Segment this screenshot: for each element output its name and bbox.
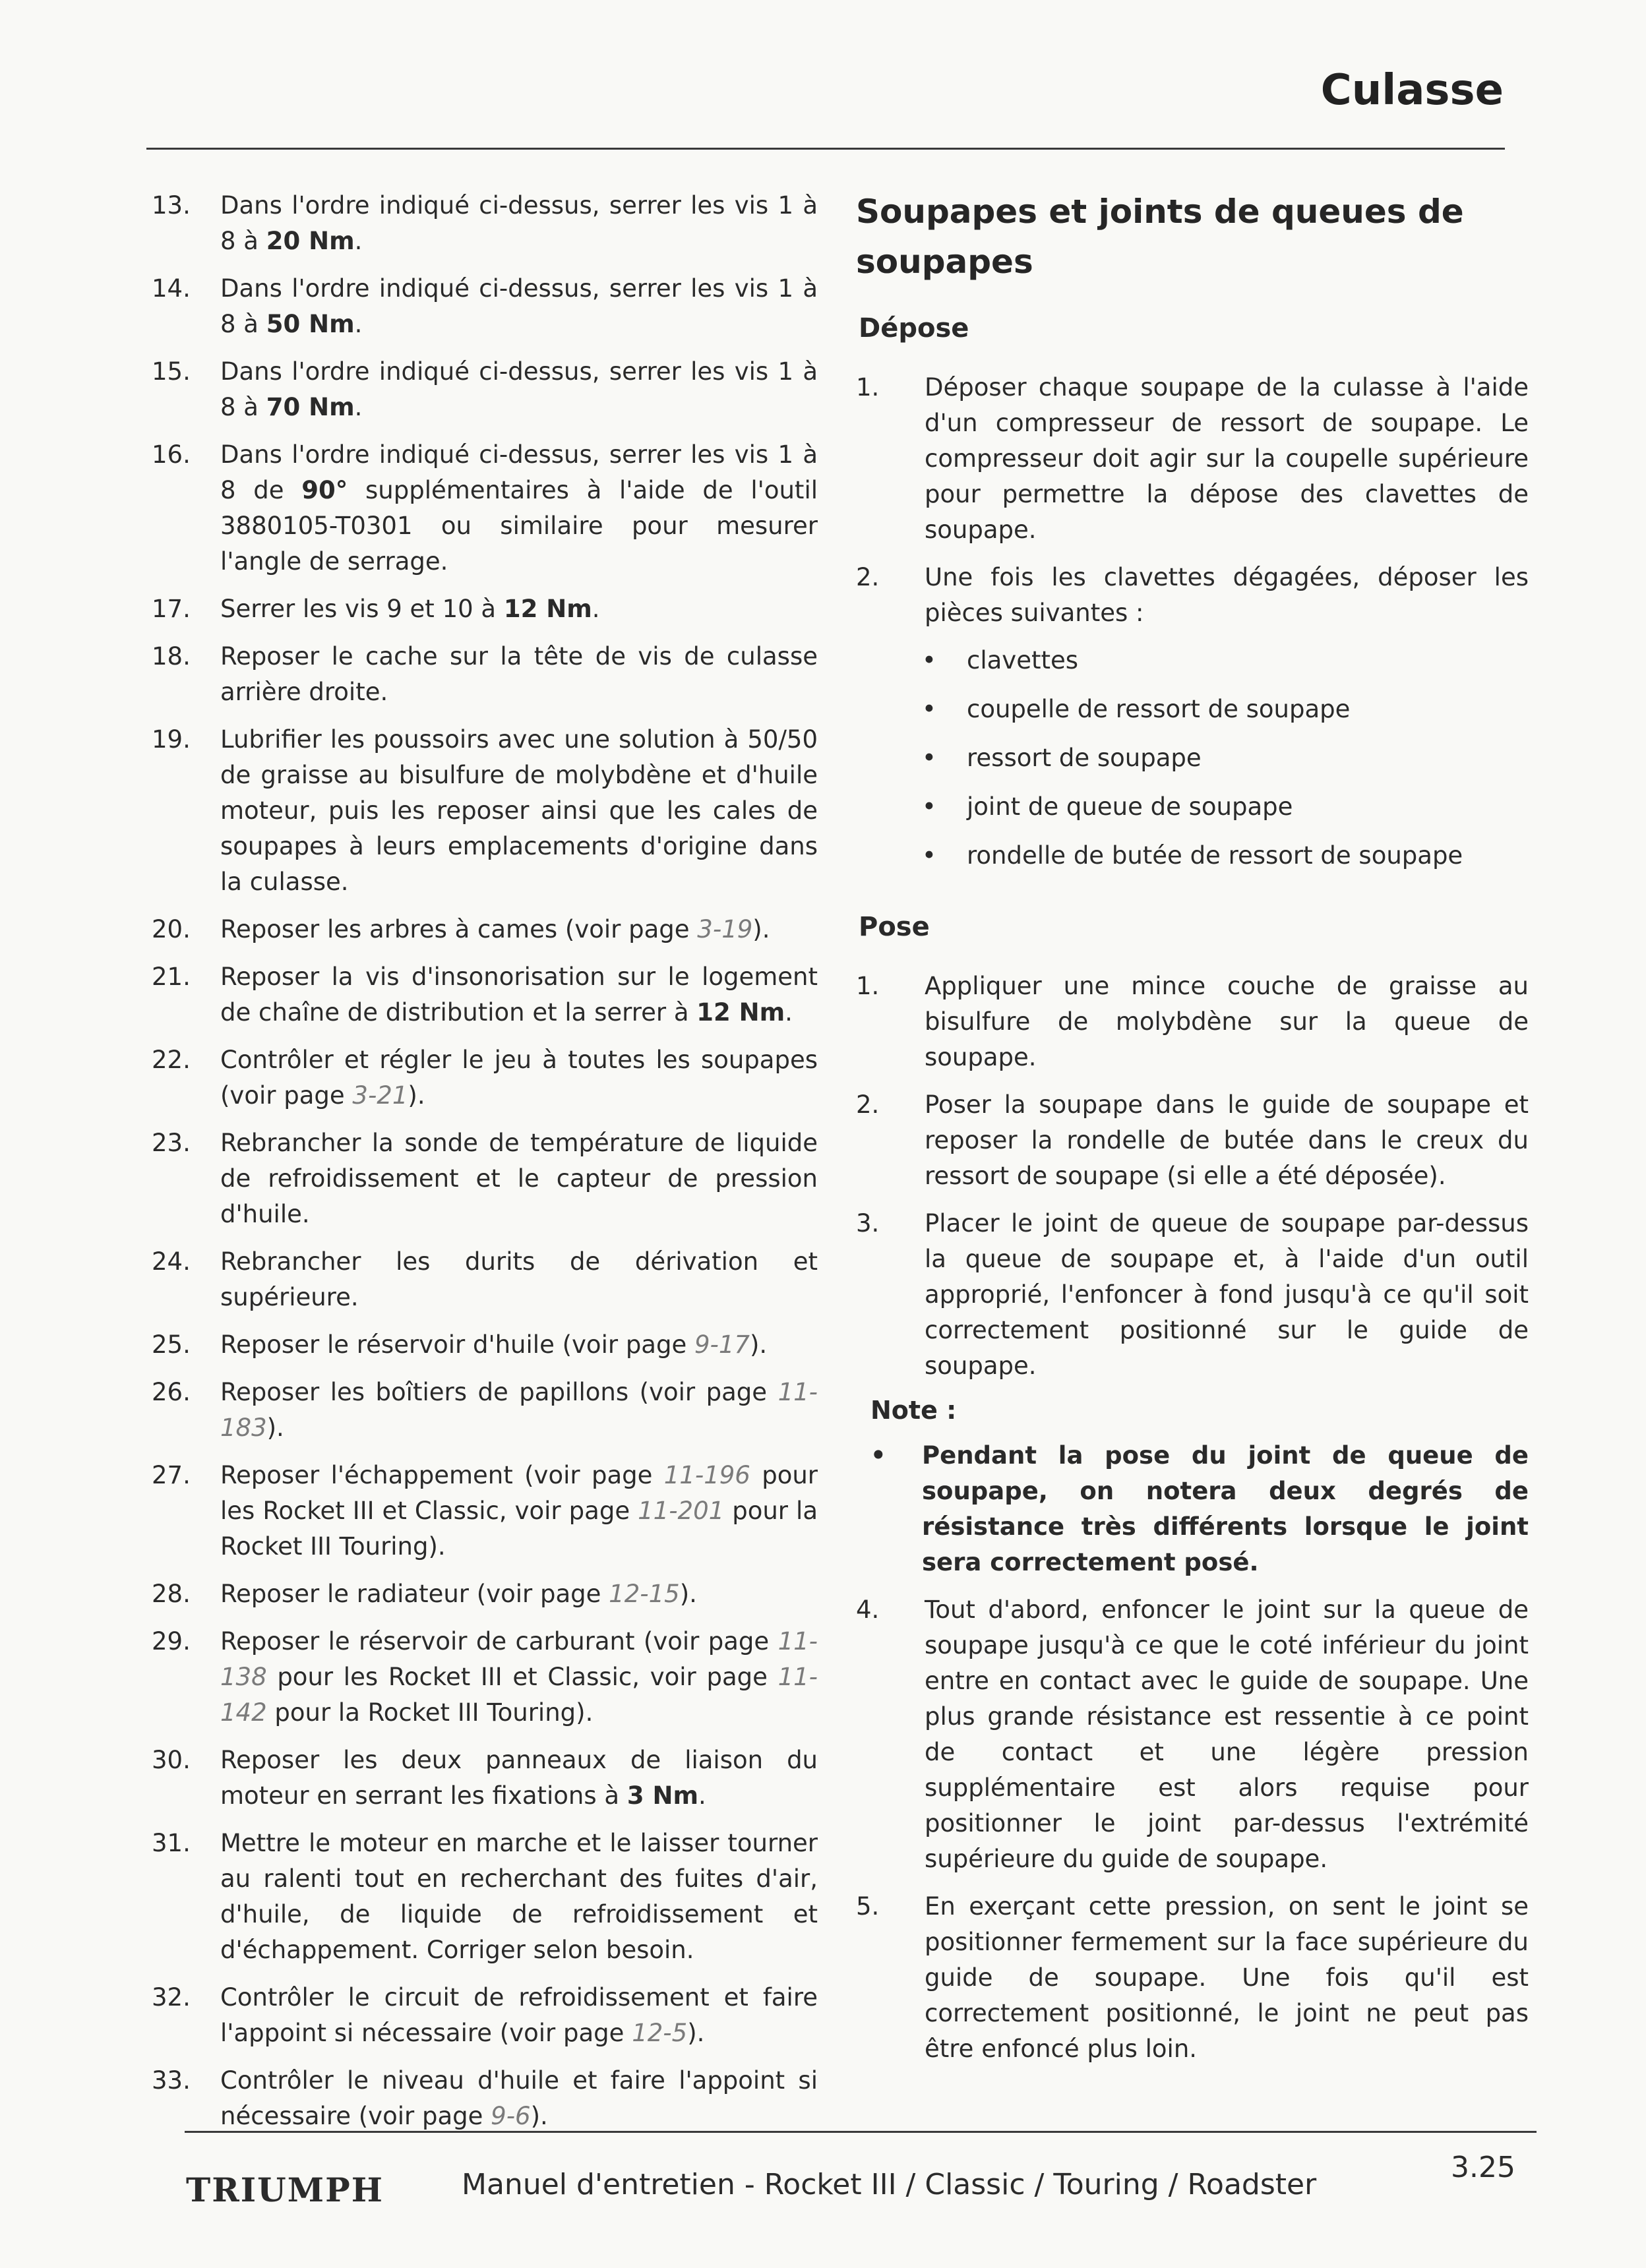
step-29	[152, 1624, 818, 1731]
step-number: 2.	[856, 1090, 880, 1119]
step-number: 4.	[856, 1596, 880, 1624]
step-text: Dans l'ordre indiqué ci-dessus, serrer les vis 1 à 8 à 50 Nm.	[220, 274, 818, 338]
page-reference[interactable]: 11-142	[220, 1663, 818, 1727]
torque-value: 12 Nm	[503, 595, 592, 623]
step-number: 25.	[152, 1330, 191, 1359]
depose-step-1	[856, 370, 1529, 548]
list-item: • clavettes	[856, 643, 1529, 678]
bullet-icon: •	[870, 1441, 886, 1470]
step-number: 13.	[152, 191, 191, 220]
step-number: 21.	[152, 963, 191, 991]
section-heading: Soupapes et joints de queues de soupapes	[856, 193, 1464, 281]
step-number: 22.	[152, 1046, 191, 1074]
section-title: Culasse	[1320, 66, 1504, 115]
step-number: 1.	[856, 972, 880, 1000]
step-number: 16.	[152, 440, 191, 469]
step-text: Une fois les clavettes dégagées, déposer les pièces suivantes :	[925, 563, 1529, 627]
step-number: 27.	[152, 1461, 191, 1489]
step-number: 18.	[152, 642, 191, 671]
step-13	[152, 188, 818, 259]
brand-logo: TRIUMPH	[186, 2170, 384, 2209]
list-item: • rondelle de butée de ressort de soupape	[856, 838, 1529, 874]
note-text: Pendant la pose du joint de queue de soupape, on notera deux degrés de résistance très différents lorsque le joint sera correctement posé.	[922, 1441, 1529, 1576]
angle-value: 90°	[301, 476, 348, 504]
step-28	[152, 1576, 818, 1612]
list-item: • coupelle de ressort de soupape	[856, 692, 1529, 727]
step-text: Serrer les vis 9 et 10 à 12 Nm.	[220, 595, 600, 623]
step-number: 17.	[152, 595, 191, 623]
step-text: Reposer les boîtiers de papillons (voir page 11-183).	[220, 1378, 818, 1442]
step-32	[152, 1980, 818, 2051]
step-31	[152, 1826, 818, 1968]
step-text: Reposer les deux panneaux de liaison du moteur en serrant les fixations à 3 Nm.	[220, 1746, 818, 1810]
step-text: Tout d'abord, enfoncer le joint sur la queue de soupape jusqu'à ce que le coté inférieur du joint entre en contact avec le guide de soupape. Une plus grande résistance est ressentie à ce point de contact et une légère pression supplémentaire est alors requise pour positionner le joint par-dessus l'extrémité supérieure du guide de soupape.	[925, 1596, 1529, 1873]
step-number: 28.	[152, 1580, 191, 1608]
list-item: • ressort de soupape	[856, 740, 1529, 776]
step-30	[152, 1743, 818, 1814]
step-number: 23.	[152, 1129, 191, 1157]
pose-step-3	[856, 1206, 1529, 1384]
page-reference[interactable]: 3-19	[697, 915, 753, 943]
torque-value: 70 Nm	[266, 393, 355, 421]
step-text: Reposer la vis d'insonorisation sur le logement de chaîne de distribution et la serrer à 12 Nm.	[220, 963, 818, 1027]
depose-heading: Dépose	[859, 313, 969, 343]
step-number: 30.	[152, 1746, 191, 1774]
note-label: Note :	[870, 1396, 957, 1425]
step-text: Reposer l'échappement (voir page 11-196 pour les Rocket III et Classic, voir page 11-201 pour la Rocket III Touring).	[220, 1461, 818, 1561]
step-text: Dans l'ordre indiqué ci-dessus, serrer les vis 1 à 8 de 90° supplémentaires à l'aide de l'outil 3880105-T0301 ou similaire pour mesurer l'angle de serrage.	[220, 440, 818, 576]
page-reference[interactable]: 11-201	[638, 1497, 725, 1525]
step-number: 3.	[856, 1209, 880, 1238]
torque-value: 12 Nm	[696, 998, 785, 1027]
step-number: 26.	[152, 1378, 191, 1406]
pose-step-1	[856, 969, 1529, 1075]
page-reference[interactable]: 3-21	[352, 1081, 408, 1110]
pose-heading: Pose	[859, 912, 930, 942]
parts-list	[856, 643, 1529, 874]
depose-step-2	[856, 560, 1529, 631]
step-23	[152, 1125, 818, 1232]
page-reference[interactable]: 12-15	[609, 1580, 680, 1608]
step-20	[152, 912, 818, 947]
pose-step-4	[856, 1592, 1529, 1877]
step-number: 33.	[152, 2066, 191, 2095]
step-text: Appliquer une mince couche de graisse au bisulfure de molybdène sur la queue de soupape.	[925, 972, 1529, 1071]
page-number: 3.25	[1451, 2151, 1515, 2184]
step-text: Reposer le réservoir de carburant (voir page 11-138 pour les Rocket III et Classic, voir page 11-142 pour la Rocket III Touring).	[220, 1627, 818, 1727]
step-18	[152, 639, 818, 710]
step-19	[152, 722, 818, 900]
left-column	[152, 188, 818, 2146]
torque-value: 20 Nm	[266, 227, 355, 255]
step-text: Rebrancher les durits de dérivation et supérieure.	[220, 1247, 818, 1311]
step-text: Placer le joint de queue de soupape par-dessus la queue de soupape et, à l'aide d'un outil approprié, l'enfoncer à fond jusqu'à ce qu'il soit correctement positionné sur le guide de soupape.	[925, 1209, 1529, 1380]
header-divider	[146, 148, 1505, 150]
step-number: 5.	[856, 1892, 880, 1921]
step-number: 14.	[152, 274, 191, 303]
page-reference[interactable]: 12-5	[632, 2019, 688, 2047]
step-17	[152, 591, 818, 627]
step-24	[152, 1244, 818, 1315]
step-text: Poser la soupape dans le guide de soupape et reposer la rondelle de butée dans le creux du ressort de soupape (si elle a été déposée).	[925, 1090, 1529, 1190]
pose-step-2	[856, 1087, 1529, 1194]
step-number: 15.	[152, 357, 191, 386]
step-text: Contrôler le circuit de refroidissement et faire l'appoint si nécessaire (voir page 12-5).	[220, 1983, 818, 2047]
step-number: 19.	[152, 725, 191, 754]
step-text: Contrôler et régler le jeu à toutes les soupapes (voir page 3-21).	[220, 1046, 818, 1110]
right-column	[856, 188, 1529, 2079]
note-callout	[856, 1438, 1529, 1580]
torque-value: 50 Nm	[266, 310, 355, 338]
step-text: Contrôler le niveau d'huile et faire l'appoint si nécessaire (voir page 9-6).	[220, 2066, 818, 2130]
page-reference[interactable]: 11-196	[663, 1461, 750, 1489]
step-number: 31.	[152, 1829, 191, 1857]
step-number: 24.	[152, 1247, 191, 1276]
step-number: 2.	[856, 563, 880, 591]
step-text: Reposer le radiateur (voir page 12-15).	[220, 1580, 697, 1608]
page-reference[interactable]: 11-183	[220, 1378, 818, 1442]
step-27	[152, 1458, 818, 1565]
page-reference[interactable]: 9-6	[491, 2102, 531, 2130]
step-22	[152, 1042, 818, 1114]
step-16	[152, 437, 818, 580]
step-text: Rebrancher la sonde de température de liquide de refroidissement et le capteur de pression d'huile.	[220, 1129, 818, 1228]
manual-title: Manuel d'entretien - Rocket III / Classic / Touring / Roadster	[462, 2168, 1317, 2201]
step-14	[152, 271, 818, 342]
page-reference[interactable]: 11-138	[220, 1627, 818, 1691]
step-33	[152, 2063, 818, 2134]
step-text: Reposer les arbres à cames (voir page 3-19).	[220, 915, 770, 943]
page-reference[interactable]: 9-17	[694, 1330, 750, 1359]
step-26	[152, 1375, 818, 1446]
list-item: • joint de queue de soupape	[856, 789, 1529, 825]
footer-divider	[185, 2131, 1537, 2133]
step-text: Lubrifier les poussoirs avec une solution à 50/50 de graisse au bisulfure de molybdène et d'huile moteur, puis les reposer ainsi que les cales de soupapes à leurs emplacements d'origine dans la culasse.	[220, 725, 818, 896]
step-text: Dans l'ordre indiqué ci-dessus, serrer les vis 1 à 8 à 20 Nm.	[220, 191, 818, 255]
step-text: Reposer le réservoir d'huile (voir page 9-17).	[220, 1330, 768, 1359]
step-25	[152, 1327, 818, 1363]
torque-value: 3 Nm	[626, 1781, 699, 1810]
step-text: Mettre le moteur en marche et le laisser tourner au ralenti tout en recherchant des fuites d'air, d'huile, de liquide de refroidissement et d'échappement. Corriger selon besoin.	[220, 1829, 818, 1964]
step-text: Reposer le cache sur la tête de vis de culasse arrière droite.	[220, 642, 818, 706]
step-text: Dans l'ordre indiqué ci-dessus, serrer les vis 1 à 8 à 70 Nm.	[220, 357, 818, 421]
step-number: 20.	[152, 915, 191, 943]
step-number: 29.	[152, 1627, 191, 1656]
step-21	[152, 959, 818, 1030]
step-text: Déposer chaque soupape de la culasse à l'aide d'un compresseur de ressort de soupape. Le compresseur doit agir sur la coupelle supérieure pour permettre la dépose des clavettes de soupape.	[925, 373, 1529, 544]
step-15	[152, 354, 818, 425]
step-number: 32.	[152, 1983, 191, 2012]
step-number: 1.	[856, 373, 880, 402]
pose-step-5	[856, 1889, 1529, 2067]
step-text: En exerçant cette pression, on sent le joint se positionner fermement sur la face supérieure du guide de soupape. Une fois qu'il est correctement positionné, le joint ne peut pas être enfoncé plus loin.	[925, 1892, 1529, 2063]
